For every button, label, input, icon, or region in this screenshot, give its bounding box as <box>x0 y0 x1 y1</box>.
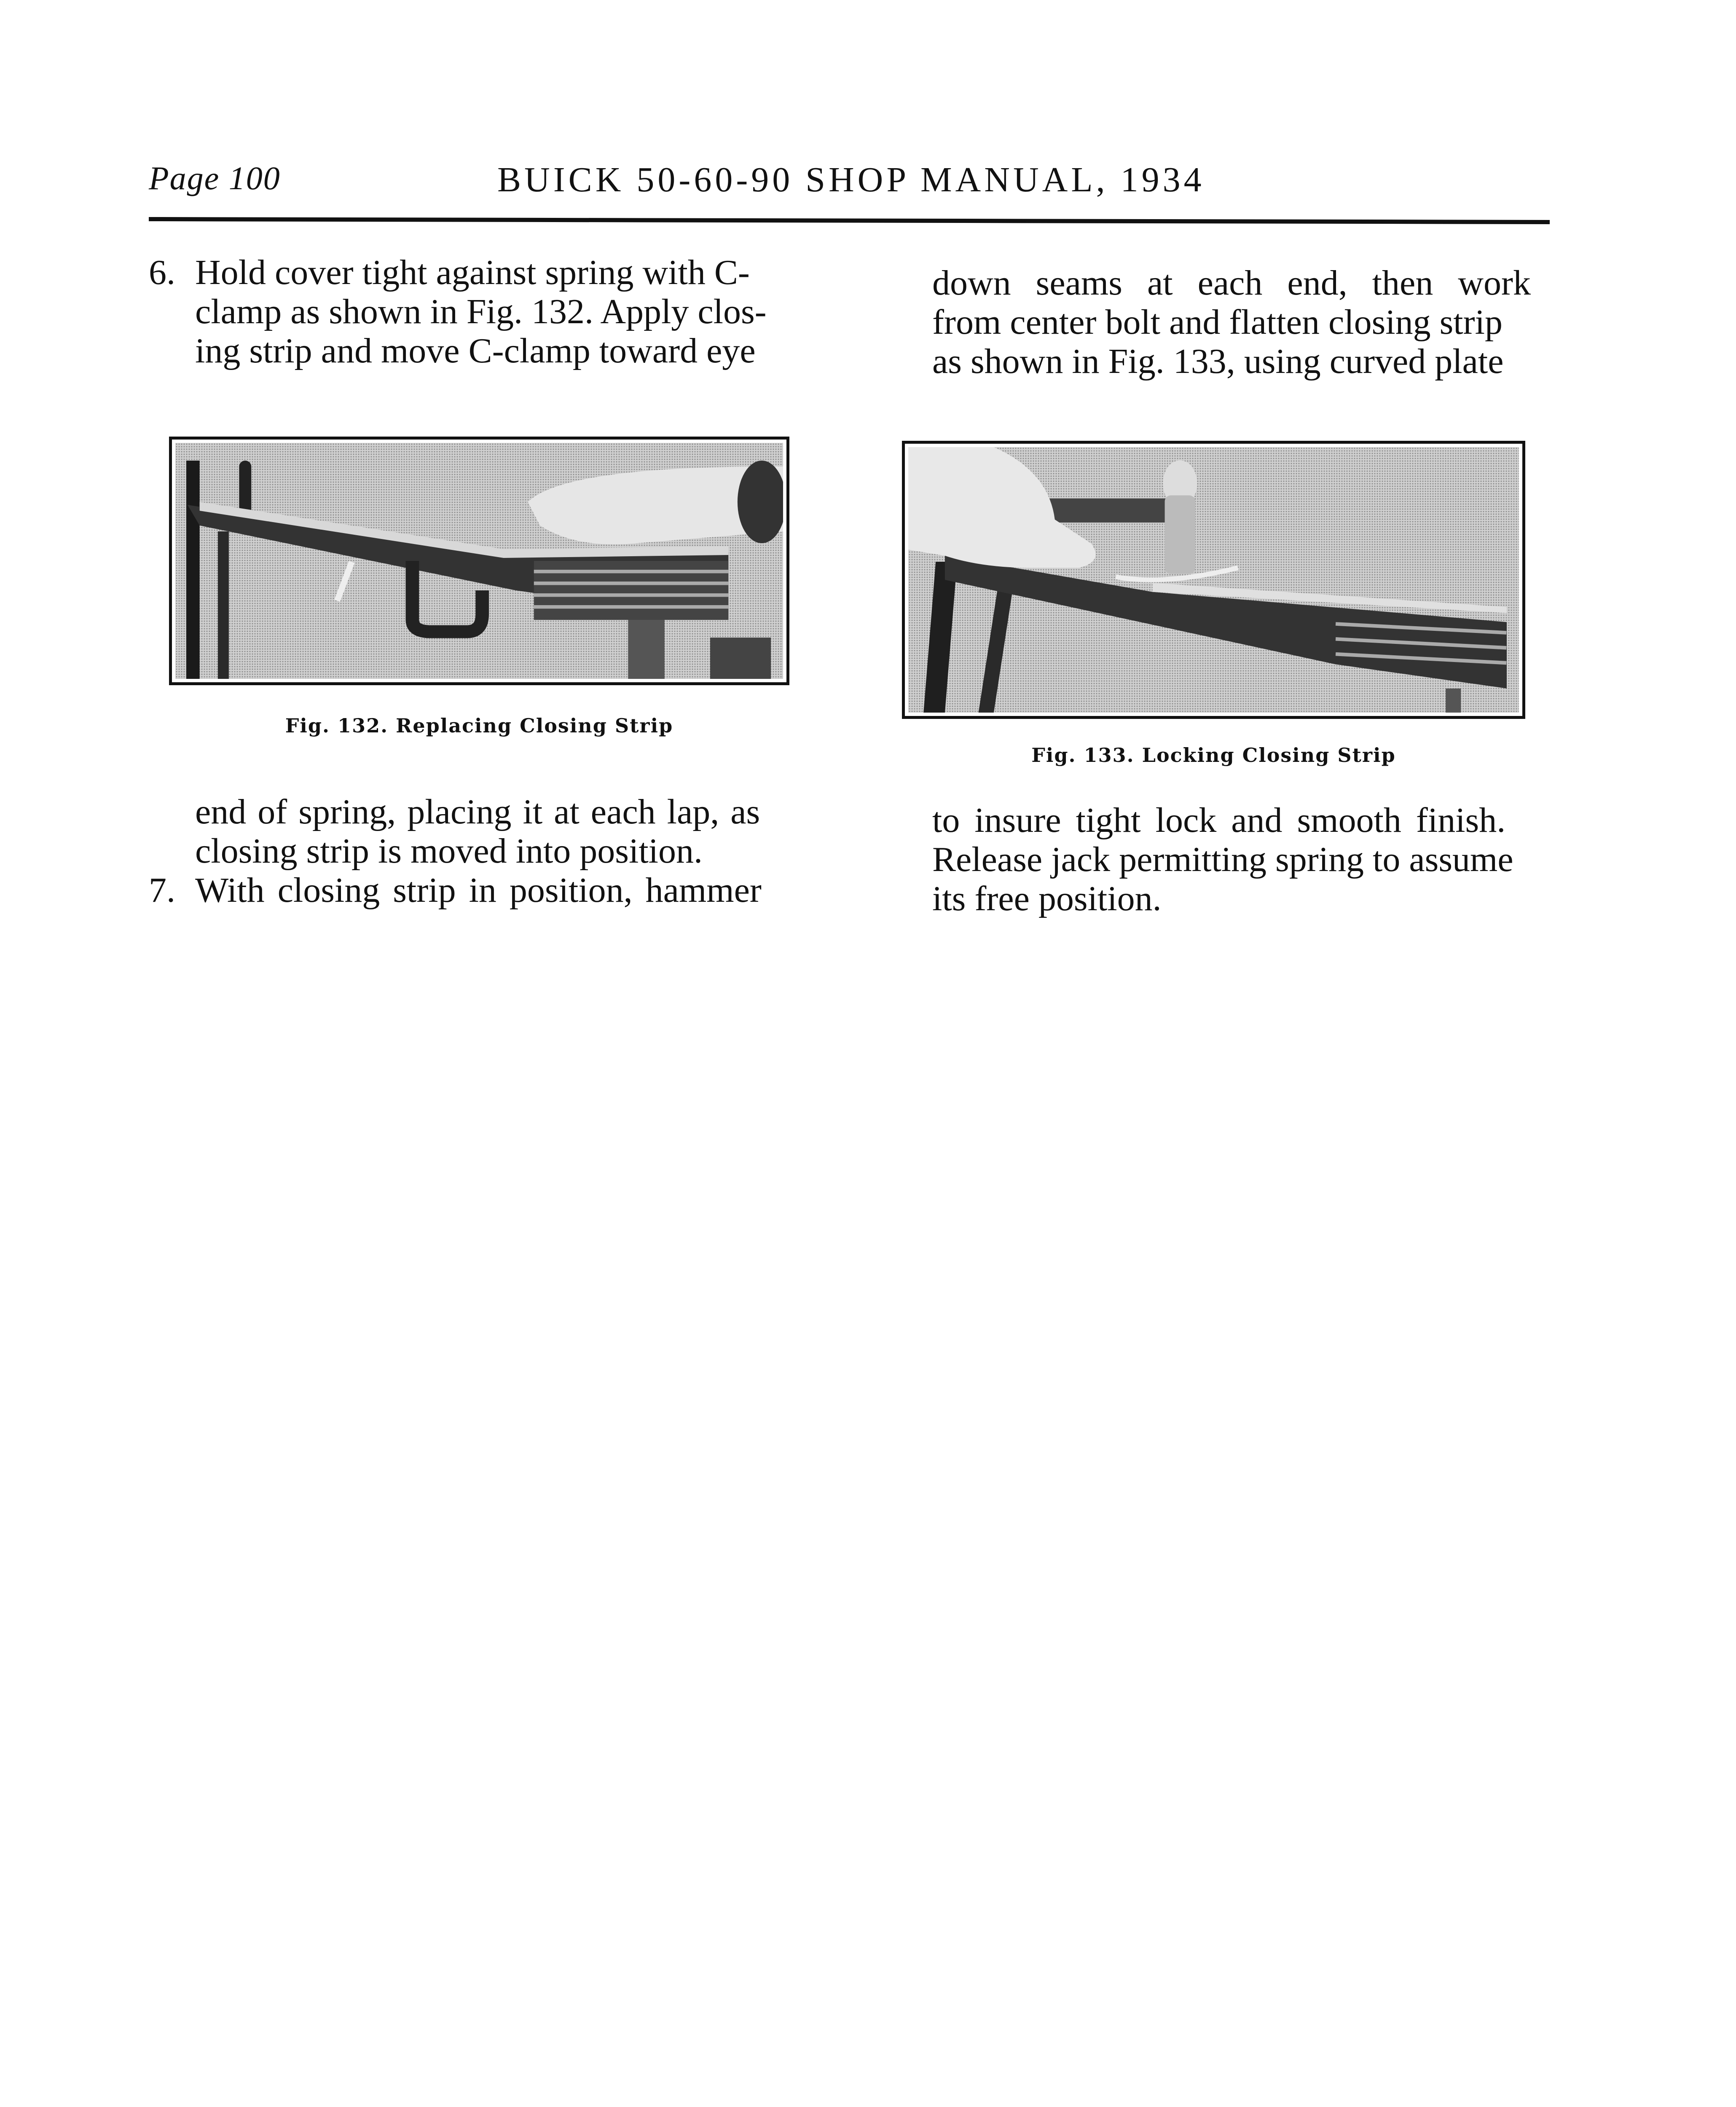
stand-leg <box>923 562 957 713</box>
figure-133-photo <box>908 447 1519 713</box>
sleeve-lower <box>710 638 771 679</box>
hammer-spring-illustration <box>908 447 1519 713</box>
leaf-spring <box>945 556 1507 689</box>
running-title: BUICK 50-60-90 SHOP MANUAL, 1934 <box>497 160 1205 199</box>
clamp-screw <box>334 561 354 602</box>
step-6-continued <box>149 792 815 871</box>
step-number: 7. <box>149 871 175 910</box>
hammer-head <box>1165 496 1195 574</box>
text-line: With closing strip in position, hammer <box>195 871 762 910</box>
figure-132-caption: Fig. 132. Replacing Closing Strip <box>285 714 673 737</box>
text-line: its free position. <box>932 879 1162 918</box>
step-6 <box>149 253 815 370</box>
spring-clamp-illustration <box>175 443 783 679</box>
step-7-continued-top <box>932 263 1552 381</box>
stand-post <box>186 461 200 679</box>
text-line: end of spring, placing it at each lap, as <box>195 792 760 831</box>
jack-post <box>628 620 665 679</box>
figure-132 <box>169 437 789 685</box>
figure-132-photo <box>175 443 783 679</box>
text-line: from center bolt and flatten closing strip <box>932 303 1503 342</box>
step-7-continued-bottom <box>932 801 1552 918</box>
stand-leg <box>979 574 1015 713</box>
text-line: Release jack permitting spring to assume <box>932 840 1513 879</box>
jack-post <box>1446 689 1461 713</box>
step-number: 6. <box>149 253 175 292</box>
header-rule <box>149 217 1550 224</box>
stand-post <box>218 531 229 679</box>
text-line: as shown in Fig. 133, using curved plate <box>932 342 1504 381</box>
figure-133 <box>902 441 1525 719</box>
text-line: down seams at each end, then work <box>932 263 1531 303</box>
spring-cover <box>534 561 728 620</box>
text-line: ing strip and move C-clamp toward eye <box>195 331 756 370</box>
text-line: clamp as shown in Fig. 132. Apply clos- <box>195 292 767 331</box>
text-line: to insure tight lock and smooth finish. <box>932 801 1506 840</box>
text-line: closing strip is moved into position. <box>195 831 703 871</box>
step-7 <box>149 871 815 910</box>
text-line: Hold cover tight against spring with C- <box>195 253 750 292</box>
page-number: Page 100 <box>149 160 281 196</box>
figure-133-caption: Fig. 133. Locking Closing Strip <box>1031 744 1396 767</box>
